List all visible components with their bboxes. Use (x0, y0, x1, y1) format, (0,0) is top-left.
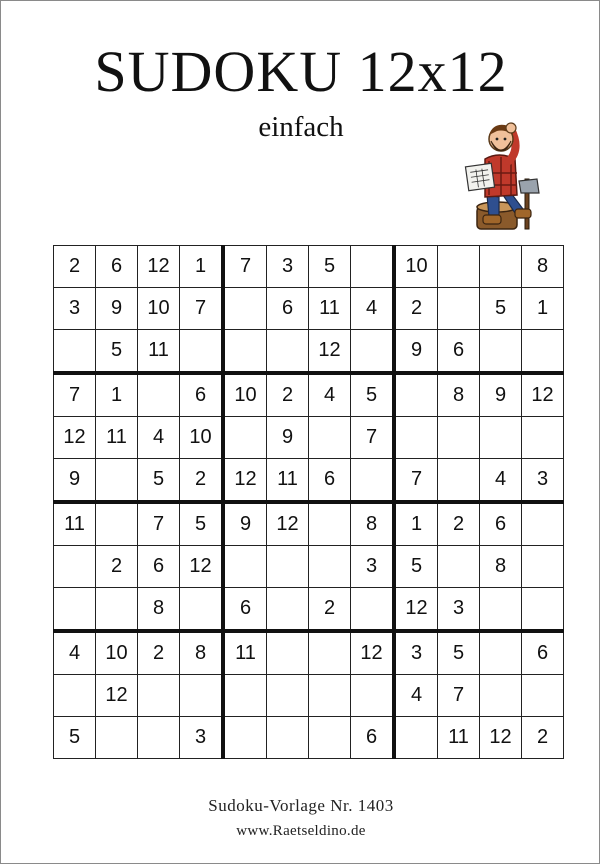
empty-cell[interactable] (394, 373, 438, 417)
empty-cell[interactable] (522, 417, 564, 459)
given-cell: 9 (267, 417, 309, 459)
given-cell: 5 (351, 373, 395, 417)
given-cell: 12 (180, 546, 224, 588)
given-cell: 12 (480, 717, 522, 759)
given-cell: 7 (351, 417, 395, 459)
empty-cell[interactable] (394, 417, 438, 459)
given-cell: 1 (394, 502, 438, 546)
empty-cell[interactable] (180, 675, 224, 717)
given-cell: 3 (438, 588, 480, 632)
given-cell: 8 (522, 246, 564, 288)
sudoku-grid (53, 245, 554, 748)
empty-cell[interactable] (394, 717, 438, 759)
given-cell: 9 (96, 288, 138, 330)
given-cell: 5 (180, 502, 224, 546)
empty-cell[interactable] (267, 330, 309, 374)
given-cell: 4 (138, 417, 180, 459)
given-cell: 6 (351, 717, 395, 759)
empty-cell[interactable] (96, 717, 138, 759)
website-url: www.Raetseldino.de (236, 823, 366, 839)
given-cell: 7 (438, 675, 480, 717)
given-cell: 6 (138, 546, 180, 588)
empty-cell[interactable] (351, 675, 395, 717)
given-cell: 11 (96, 417, 138, 459)
empty-cell[interactable] (438, 246, 480, 288)
empty-cell[interactable] (438, 288, 480, 330)
empty-cell[interactable] (351, 459, 395, 503)
given-cell: 7 (223, 246, 267, 288)
given-cell: 6 (309, 459, 351, 503)
given-cell: 5 (96, 330, 138, 374)
given-cell: 5 (138, 459, 180, 503)
given-cell: 7 (180, 288, 224, 330)
given-cell: 1 (180, 246, 224, 288)
given-cell: 12 (394, 588, 438, 632)
given-cell: 11 (138, 330, 180, 374)
grid-row (54, 246, 564, 288)
grid-row (54, 417, 564, 459)
given-cell: 1 (96, 373, 138, 417)
given-cell: 11 (54, 502, 96, 546)
grid-row (54, 675, 564, 717)
given-cell: 7 (394, 459, 438, 503)
empty-cell[interactable] (309, 717, 351, 759)
empty-cell[interactable] (351, 588, 395, 632)
empty-cell[interactable] (138, 717, 180, 759)
given-cell: 2 (522, 717, 564, 759)
empty-cell[interactable] (54, 675, 96, 717)
given-cell: 2 (309, 588, 351, 632)
given-cell: 6 (96, 246, 138, 288)
empty-cell[interactable] (522, 330, 564, 374)
given-cell: 2 (267, 373, 309, 417)
given-cell: 12 (96, 675, 138, 717)
given-cell: 4 (309, 373, 351, 417)
given-cell: 6 (438, 330, 480, 374)
empty-cell[interactable] (309, 546, 351, 588)
given-cell: 8 (180, 631, 224, 675)
empty-cell[interactable] (223, 417, 267, 459)
grid-row (54, 502, 564, 546)
given-cell: 8 (138, 588, 180, 632)
given-cell: 6 (223, 588, 267, 632)
empty-cell[interactable] (223, 546, 267, 588)
empty-cell[interactable] (351, 330, 395, 374)
empty-cell[interactable] (522, 546, 564, 588)
grid-row (54, 631, 564, 675)
given-cell: 8 (351, 502, 395, 546)
empty-cell[interactable] (223, 717, 267, 759)
given-cell: 6 (267, 288, 309, 330)
empty-cell[interactable] (480, 588, 522, 632)
given-cell: 7 (138, 502, 180, 546)
given-cell: 8 (480, 546, 522, 588)
empty-cell[interactable] (351, 246, 395, 288)
empty-cell[interactable] (309, 631, 351, 675)
given-cell: 12 (54, 417, 96, 459)
given-cell: 9 (223, 502, 267, 546)
sudoku-table (53, 245, 564, 759)
given-cell: 11 (309, 288, 351, 330)
empty-cell[interactable] (138, 373, 180, 417)
given-cell: 12 (267, 502, 309, 546)
grid-row (54, 330, 564, 374)
given-cell: 10 (180, 417, 224, 459)
given-cell: 11 (223, 631, 267, 675)
empty-cell[interactable] (522, 588, 564, 632)
given-cell: 9 (54, 459, 96, 503)
given-cell: 5 (394, 546, 438, 588)
empty-cell[interactable] (180, 588, 224, 632)
given-cell: 5 (309, 246, 351, 288)
empty-cell[interactable] (96, 588, 138, 632)
given-cell: 2 (394, 288, 438, 330)
given-cell: 4 (480, 459, 522, 503)
given-cell: 12 (138, 246, 180, 288)
empty-cell[interactable] (138, 675, 180, 717)
empty-cell[interactable] (309, 502, 351, 546)
empty-cell[interactable] (480, 417, 522, 459)
given-cell: 10 (96, 631, 138, 675)
given-cell: 10 (138, 288, 180, 330)
difficulty-subtitle: einfach (258, 111, 344, 143)
empty-cell[interactable] (267, 588, 309, 632)
given-cell: 4 (54, 631, 96, 675)
given-cell: 6 (522, 631, 564, 675)
given-cell: 2 (180, 459, 224, 503)
given-cell: 4 (351, 288, 395, 330)
empty-cell[interactable] (96, 459, 138, 503)
page-title: SUDOKU 12x12 (94, 39, 508, 104)
given-cell: 10 (394, 246, 438, 288)
grid-row (54, 288, 564, 330)
empty-cell[interactable] (309, 675, 351, 717)
given-cell: 3 (267, 246, 309, 288)
given-cell: 11 (267, 459, 309, 503)
given-cell: 3 (54, 288, 96, 330)
given-cell: 9 (394, 330, 438, 374)
empty-cell[interactable] (267, 717, 309, 759)
given-cell: 9 (480, 373, 522, 417)
empty-cell[interactable] (267, 675, 309, 717)
empty-cell[interactable] (54, 588, 96, 632)
given-cell: 6 (480, 502, 522, 546)
grid-row (54, 546, 564, 588)
given-cell: 12 (351, 631, 395, 675)
given-cell: 3 (522, 459, 564, 503)
given-cell: 5 (438, 631, 480, 675)
given-cell: 12 (223, 459, 267, 503)
empty-cell[interactable] (480, 246, 522, 288)
grid-row (54, 459, 564, 503)
given-cell: 8 (438, 373, 480, 417)
given-cell: 2 (96, 546, 138, 588)
empty-cell[interactable] (96, 502, 138, 546)
empty-cell[interactable] (54, 330, 96, 374)
given-cell: 11 (438, 717, 480, 759)
given-cell: 1 (522, 288, 564, 330)
given-cell: 7 (54, 373, 96, 417)
given-cell: 10 (223, 373, 267, 417)
empty-cell[interactable] (223, 330, 267, 374)
empty-cell[interactable] (480, 675, 522, 717)
empty-cell[interactable] (267, 546, 309, 588)
empty-cell[interactable] (522, 675, 564, 717)
grid-row (54, 717, 564, 759)
given-cell: 3 (351, 546, 395, 588)
given-cell: 5 (54, 717, 96, 759)
given-cell: 2 (138, 631, 180, 675)
template-number: Sudoku-Vorlage Nr. 1403 (208, 796, 394, 815)
empty-cell[interactable] (223, 288, 267, 330)
empty-cell[interactable] (438, 459, 480, 503)
empty-cell[interactable] (309, 417, 351, 459)
empty-cell[interactable] (522, 502, 564, 546)
given-cell: 4 (394, 675, 438, 717)
given-cell: 3 (180, 717, 224, 759)
grid-row (54, 373, 564, 417)
given-cell: 2 (438, 502, 480, 546)
empty-cell[interactable] (438, 546, 480, 588)
empty-cell[interactable] (480, 631, 522, 675)
empty-cell[interactable] (223, 675, 267, 717)
empty-cell[interactable] (438, 417, 480, 459)
empty-cell[interactable] (180, 330, 224, 374)
given-cell: 5 (480, 288, 522, 330)
given-cell: 2 (54, 246, 96, 288)
lumberjack-icon (459, 109, 551, 237)
empty-cell[interactable] (267, 631, 309, 675)
empty-cell[interactable] (54, 546, 96, 588)
given-cell: 12 (522, 373, 564, 417)
grid-row (54, 588, 564, 632)
given-cell: 3 (394, 631, 438, 675)
given-cell: 6 (180, 373, 224, 417)
given-cell: 12 (309, 330, 351, 374)
empty-cell[interactable] (480, 330, 522, 374)
